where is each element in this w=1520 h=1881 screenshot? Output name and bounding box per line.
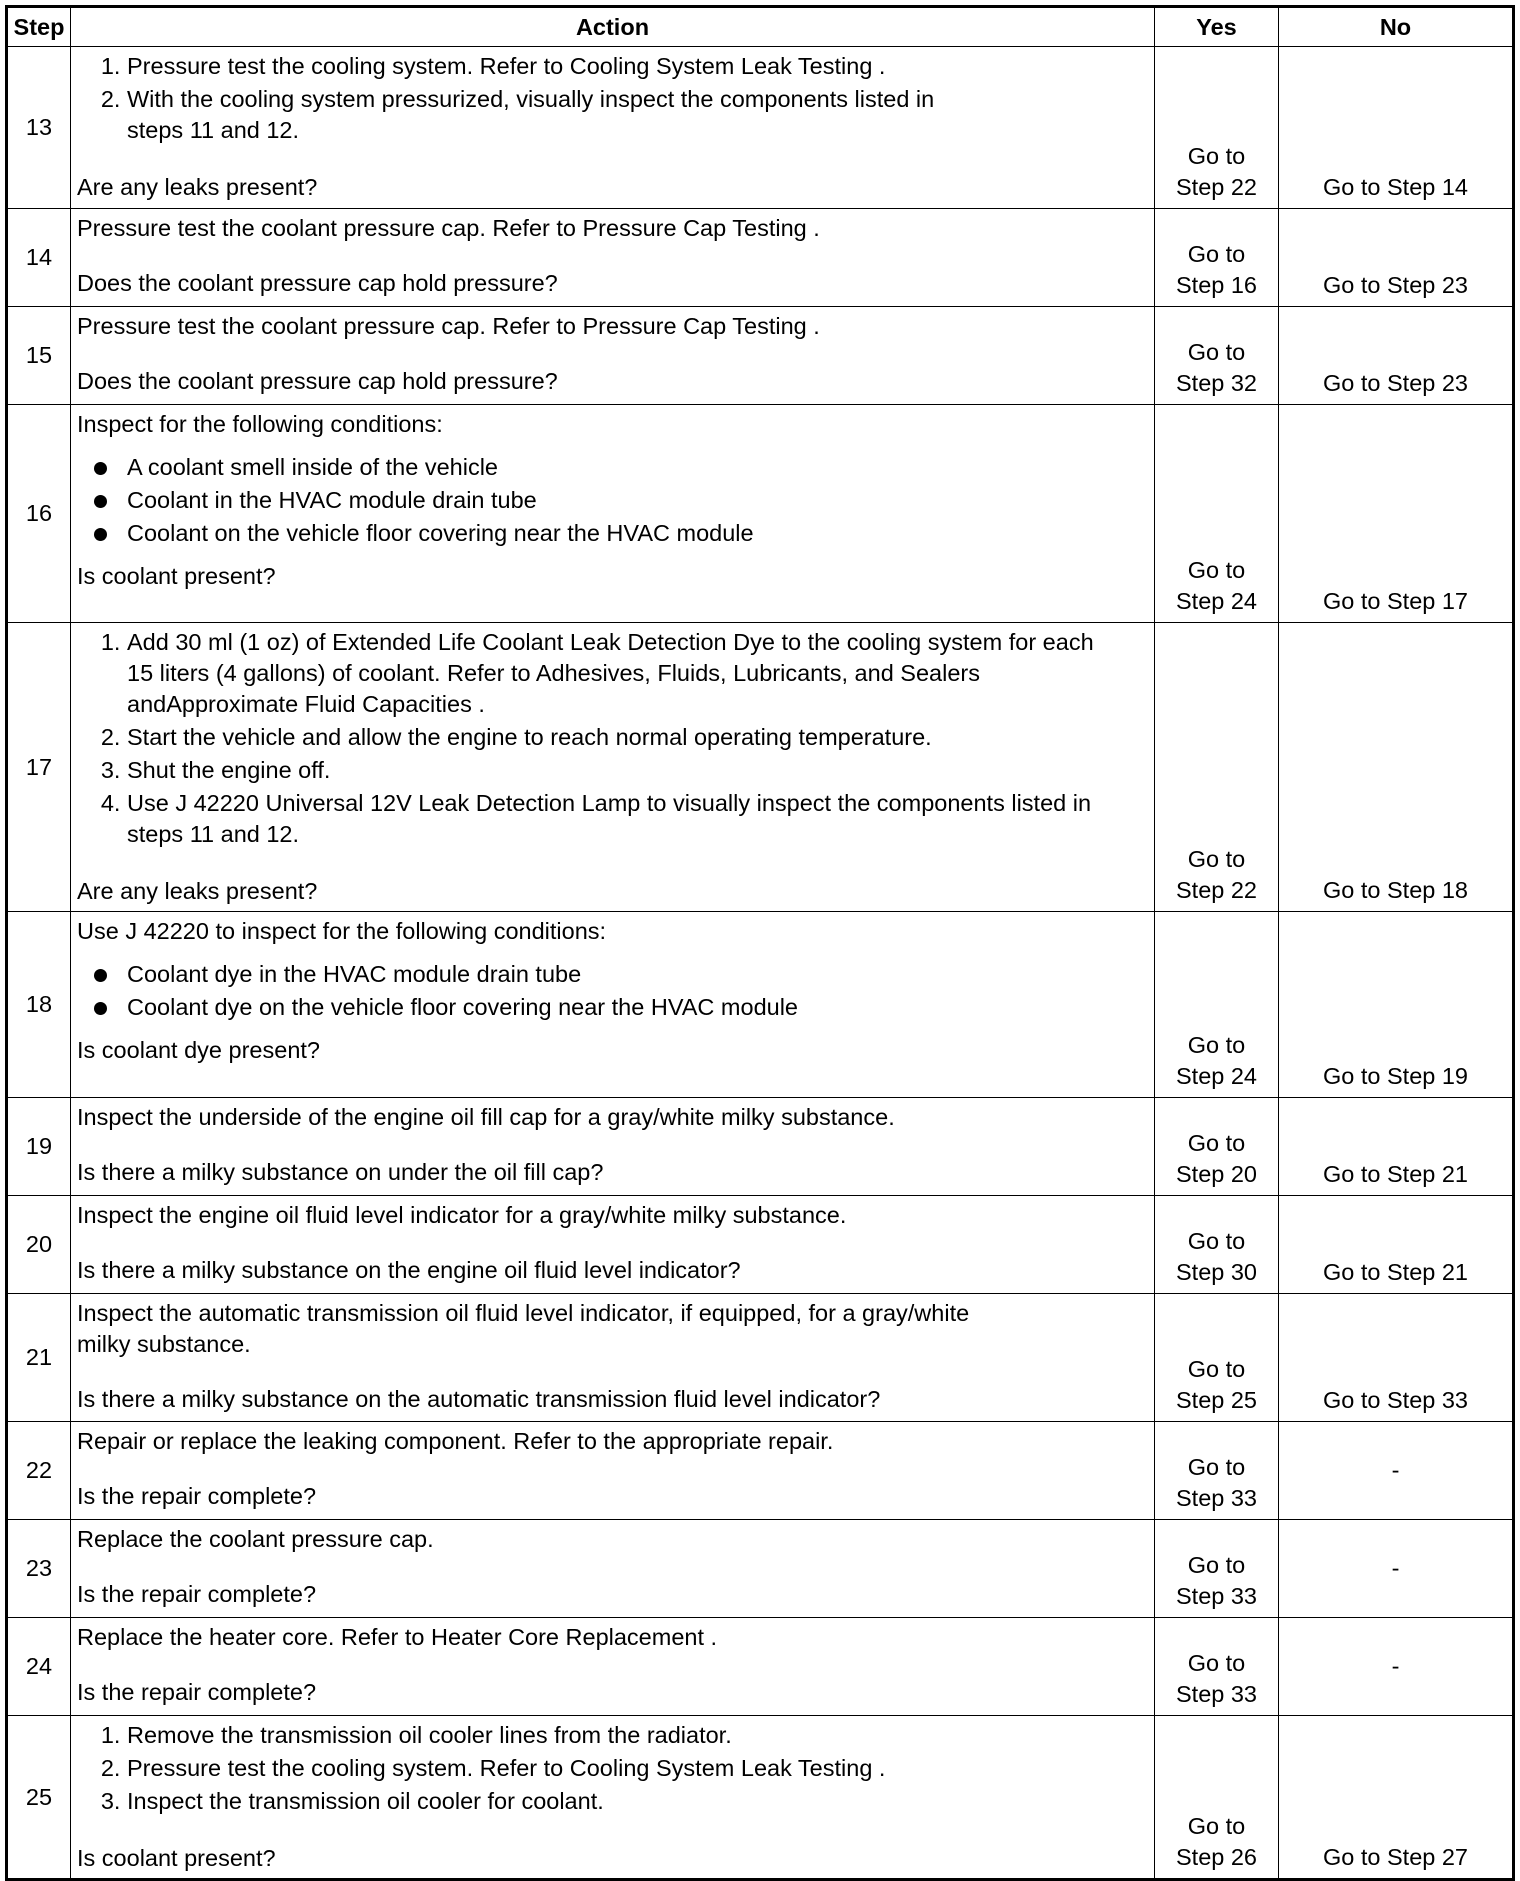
action-cell xyxy=(71,912,1155,1098)
yes-line2: Step 33 xyxy=(1175,1681,1257,1707)
no-cell: Go to Step 23 xyxy=(1279,307,1514,405)
list-item xyxy=(127,485,1148,516)
yes-line1: Go to xyxy=(1187,846,1246,872)
yes-line1: Go to xyxy=(1187,1032,1246,1058)
table-row xyxy=(7,1098,1514,1196)
list-item: 2. With the cooling system pressurized, visually inspect the components listed in steps 11 and 12. xyxy=(127,84,1148,146)
action-cell xyxy=(71,1294,1155,1422)
question-text: Is the repair complete? xyxy=(77,1581,317,1607)
yes-cell xyxy=(1155,405,1279,623)
yes-cell xyxy=(1155,1098,1279,1196)
intro-text: Use J 42220 to inspect for the following conditions: xyxy=(77,918,607,944)
question-text: Is there a milky substance on under the oil fill cap? xyxy=(77,1159,604,1185)
yes-line2: Step 32 xyxy=(1175,370,1257,396)
question-text: Is coolant present? xyxy=(77,1845,276,1871)
step-number: 13 xyxy=(7,47,71,209)
action-cell xyxy=(71,209,1155,307)
yes-line2: Step 33 xyxy=(1175,1485,1257,1511)
table-body xyxy=(7,47,1514,1880)
list-item: 2. Pressure test the cooling system. Refer to Cooling System Leak Testing . xyxy=(127,1753,1148,1784)
yes-line2: Step 30 xyxy=(1175,1259,1257,1285)
action-cell xyxy=(71,1098,1155,1196)
bullet-text: Coolant in the HVAC module drain tube xyxy=(127,487,537,513)
yes-line1: Go to xyxy=(1187,1454,1246,1480)
action-cell xyxy=(71,1196,1155,1294)
question-text: Is the repair complete? xyxy=(77,1483,317,1509)
step-number: 16 xyxy=(7,405,71,623)
question-text: Are any leaks present? xyxy=(77,174,318,200)
list-item xyxy=(127,959,1148,990)
yes-cell xyxy=(1155,307,1279,405)
header-step: Step xyxy=(7,7,71,47)
yes-line1: Go to xyxy=(1187,339,1246,365)
no-cell: Go to Step 21 xyxy=(1279,1098,1514,1196)
bullet-icon xyxy=(94,495,107,508)
table-row xyxy=(7,623,1514,912)
no-cell: Go to Step 21 xyxy=(1279,1196,1514,1294)
intro-text: Pressure test the coolant pressure cap. Refer to Pressure Cap Testing . xyxy=(77,313,820,339)
table-row xyxy=(7,1196,1514,1294)
step-number: 21 xyxy=(7,1294,71,1422)
action-cell xyxy=(71,1520,1155,1618)
yes-line1: Go to xyxy=(1187,1130,1246,1156)
bullet-icon xyxy=(94,528,107,541)
yes-line1: Go to xyxy=(1187,1228,1246,1254)
yes-line2: Step 22 xyxy=(1175,877,1257,903)
yes-line1: Go to xyxy=(1187,557,1246,583)
step-number: 24 xyxy=(7,1618,71,1716)
action-cell xyxy=(71,1716,1155,1880)
table-row xyxy=(7,1520,1514,1618)
action-cell xyxy=(71,1422,1155,1520)
table-row xyxy=(7,1422,1514,1520)
table-row xyxy=(7,912,1514,1098)
yes-cell xyxy=(1155,1294,1279,1422)
no-cell: Go to Step 17 xyxy=(1279,405,1514,623)
numbered-list xyxy=(77,1720,1148,1817)
step-number: 17 xyxy=(7,623,71,912)
intro-text: Repair or replace the leaking component. Refer to the appropriate repair. xyxy=(77,1428,834,1454)
yes-line1: Go to xyxy=(1187,1552,1246,1578)
question-text: Is coolant present? xyxy=(77,563,276,589)
list-item: 3. Inspect the transmission oil cooler for coolant. xyxy=(127,1786,1148,1817)
step-number: 19 xyxy=(7,1098,71,1196)
yes-line2: Step 33 xyxy=(1175,1583,1257,1609)
yes-line1: Go to xyxy=(1187,1813,1246,1839)
list-item xyxy=(127,518,1148,549)
list-item: 1. Remove the transmission oil cooler lines from the radiator. xyxy=(127,1720,1148,1751)
list-item: 1. Add 30 ml (1 oz) of Extended Life Coolant Leak Detection Dye to the cooling system for each 15 liters (4 gallons) of coolant. Refer to Adhesives, Fluids, Lubricants, and Sealers andApproximate Fluid Capacities . xyxy=(127,627,1148,720)
bullet-list xyxy=(77,452,1148,549)
intro-text: Inspect for the following conditions: xyxy=(77,411,443,437)
no-cell: Go to Step 33 xyxy=(1279,1294,1514,1422)
list-item: 2. Start the vehicle and allow the engine to reach normal operating temperature. xyxy=(127,722,1148,753)
table-row xyxy=(7,1618,1514,1716)
question-text: Is there a milky substance on the automatic transmission fluid level indicator? xyxy=(77,1386,881,1412)
yes-cell xyxy=(1155,1196,1279,1294)
header-action: Action xyxy=(71,7,1155,47)
table-row xyxy=(7,405,1514,623)
step-number: 25 xyxy=(7,1716,71,1880)
step-number: 18 xyxy=(7,912,71,1098)
intro-text: Pressure test the coolant pressure cap. Refer to Pressure Cap Testing . xyxy=(77,215,820,241)
list-item xyxy=(127,452,1148,483)
bullet-icon xyxy=(94,1002,107,1015)
yes-line2: Step 24 xyxy=(1175,588,1257,614)
no-cell: - xyxy=(1279,1422,1514,1520)
question-text: Does the coolant pressure cap hold pressure? xyxy=(77,368,558,394)
no-cell: Go to Step 19 xyxy=(1279,912,1514,1098)
intro-text: Inspect the engine oil fluid level indicator for a gray/white milky substance. xyxy=(77,1202,847,1228)
question-text: Are any leaks present? xyxy=(77,878,318,904)
yes-cell xyxy=(1155,1422,1279,1520)
bullet-text: A coolant smell inside of the vehicle xyxy=(127,454,498,480)
bullet-text: Coolant dye in the HVAC module drain tube xyxy=(127,961,582,987)
list-item: 3. Shut the engine off. xyxy=(127,755,1148,786)
step-number: 22 xyxy=(7,1422,71,1520)
no-cell: Go to Step 23 xyxy=(1279,209,1514,307)
numbered-list xyxy=(77,51,1148,146)
yes-line2: Step 20 xyxy=(1175,1161,1257,1187)
yes-cell xyxy=(1155,1716,1279,1880)
intro-text: Replace the heater core. Refer to Heater Core Replacement . xyxy=(77,1624,718,1650)
yes-line1: Go to xyxy=(1187,143,1246,169)
table-row xyxy=(7,209,1514,307)
diagnostic-table-container xyxy=(5,5,1512,1881)
yes-line1: Go to xyxy=(1187,1356,1246,1382)
bullet-text: Coolant on the vehicle floor covering near the HVAC module xyxy=(127,520,754,546)
yes-cell xyxy=(1155,623,1279,912)
no-cell: Go to Step 14 xyxy=(1279,47,1514,209)
yes-cell xyxy=(1155,1520,1279,1618)
list-item: 1. Pressure test the cooling system. Refer to Cooling System Leak Testing . xyxy=(127,51,1148,82)
table-row xyxy=(7,47,1514,209)
bullet-icon xyxy=(94,969,107,982)
action-cell xyxy=(71,405,1155,623)
question-text: Is coolant dye present? xyxy=(77,1037,320,1063)
no-cell: Go to Step 27 xyxy=(1279,1716,1514,1880)
list-item: 4. Use J 42220 Universal 12V Leak Detection Lamp to visually inspect the components listed in steps 11 and 12. xyxy=(127,788,1148,850)
yes-line2: Step 22 xyxy=(1175,174,1257,200)
yes-cell xyxy=(1155,209,1279,307)
yes-line2: Step 24 xyxy=(1175,1063,1257,1089)
step-number: 14 xyxy=(7,209,71,307)
no-cell: Go to Step 18 xyxy=(1279,623,1514,912)
intro-text: Inspect the automatic transmission oil fluid level indicator, if equipped, for a gray/white milky substance. xyxy=(77,1300,970,1357)
table-row xyxy=(7,1294,1514,1422)
action-cell xyxy=(71,623,1155,912)
intro-text: Inspect the underside of the engine oil fill cap for a gray/white milky substance. xyxy=(77,1104,895,1130)
bullet-icon xyxy=(94,462,107,475)
numbered-list xyxy=(77,627,1148,850)
header-row xyxy=(7,7,1514,47)
bullet-list xyxy=(77,959,1148,1023)
action-cell xyxy=(71,47,1155,209)
header-no: No xyxy=(1279,7,1514,47)
table-row xyxy=(7,307,1514,405)
question-text: Is the repair complete? xyxy=(77,1679,317,1705)
yes-line2: Step 16 xyxy=(1175,272,1257,298)
step-number: 20 xyxy=(7,1196,71,1294)
no-cell: - xyxy=(1279,1520,1514,1618)
yes-cell xyxy=(1155,47,1279,209)
diagnostic-table xyxy=(5,5,1515,1881)
yes-line1: Go to xyxy=(1187,1650,1246,1676)
step-number: 15 xyxy=(7,307,71,405)
bullet-text: Coolant dye on the vehicle floor covering near the HVAC module xyxy=(127,994,799,1020)
list-item xyxy=(127,992,1148,1023)
yes-line2: Step 25 xyxy=(1175,1387,1257,1413)
header-yes: Yes xyxy=(1155,7,1279,47)
yes-line1: Go to xyxy=(1187,241,1246,267)
yes-cell xyxy=(1155,1618,1279,1716)
question-text: Does the coolant pressure cap hold pressure? xyxy=(77,270,558,296)
action-cell xyxy=(71,307,1155,405)
yes-line2: Step 26 xyxy=(1175,1844,1257,1870)
intro-text: Replace the coolant pressure cap. xyxy=(77,1526,434,1552)
action-cell xyxy=(71,1618,1155,1716)
question-text: Is there a milky substance on the engine oil fluid level indicator? xyxy=(77,1257,741,1283)
table-row xyxy=(7,1716,1514,1880)
step-number: 23 xyxy=(7,1520,71,1618)
no-cell: - xyxy=(1279,1618,1514,1716)
yes-cell xyxy=(1155,912,1279,1098)
